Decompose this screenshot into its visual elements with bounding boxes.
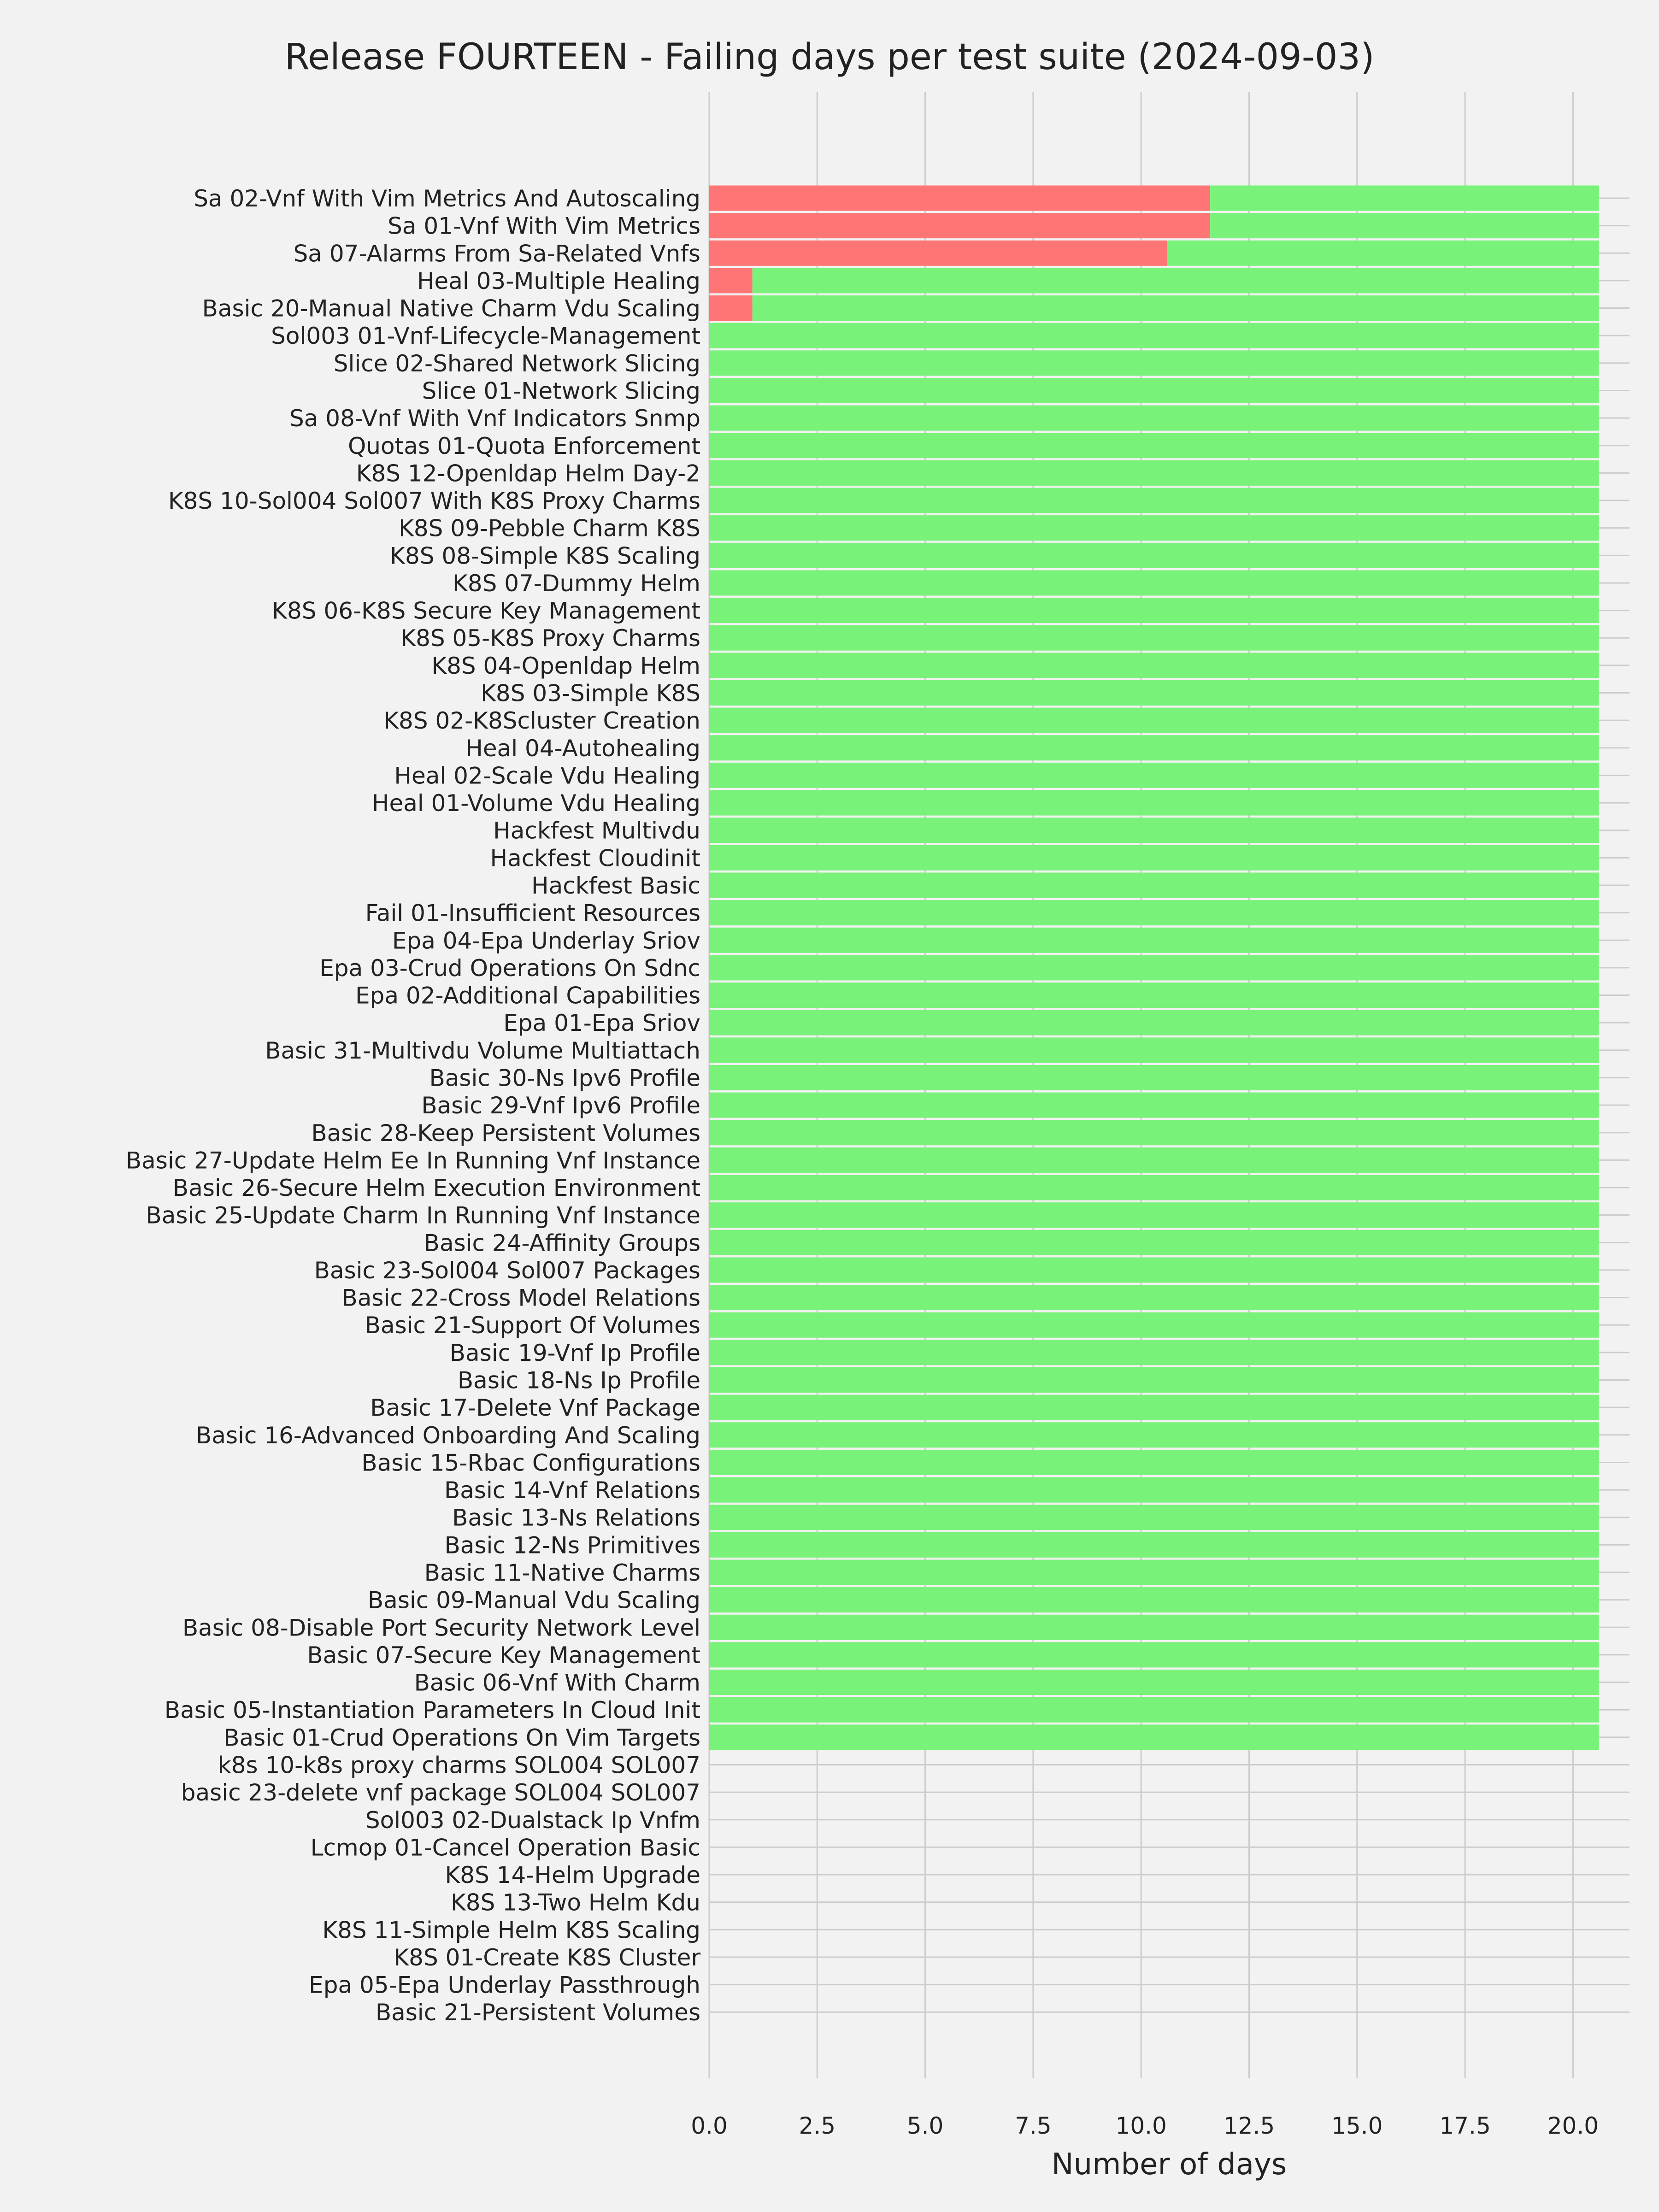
bar-passing <box>709 1422 1599 1447</box>
y-tick-label: Basic 17-Delete Vnf Package <box>370 1394 700 1422</box>
y-tick-label: Basic 20-Manual Native Charm Vdu Scaling <box>202 295 700 322</box>
bar-passing <box>709 1560 1599 1585</box>
y-tick-label: Lcmop 01-Cancel Operation Basic <box>310 1834 700 1861</box>
chart-title: Release FOURTEEN - Failing days per test suite (2024-09-03) <box>284 36 1375 78</box>
y-tick-label: Epa 02-Additional Capabilities <box>355 982 700 1009</box>
y-tick-label: Basic 27-Update Helm Ee In Running Vnf Instance <box>125 1147 700 1174</box>
y-tick-label: Sa 07-Alarms From Sa-Related Vnfs <box>293 240 700 267</box>
y-tick-label: Epa 03-Crud Operations On Sdnc <box>319 954 700 982</box>
y-tick-label: Heal 02-Scale Vdu Healing <box>394 762 700 789</box>
bar-passing <box>709 955 1599 980</box>
y-tick-label: Basic 12-Ns Primitives <box>444 1532 700 1559</box>
y-tick-label: Basic 05-Instantiation Parameters In Cloud Init <box>164 1697 700 1724</box>
bar-failing <box>709 213 1210 238</box>
bar-passing <box>709 873 1599 898</box>
y-tick-label: Basic 26-Secure Helm Execution Environment <box>172 1175 700 1202</box>
x-tick-label: 15.0 <box>1331 2112 1383 2139</box>
y-tick-label: Sol003 01-Vnf-Lifecycle-Management <box>271 323 700 350</box>
y-tick-label: Basic 07-Secure Key Management <box>307 1641 700 1669</box>
bars <box>709 186 1599 1750</box>
y-tick-label: K8S 07-Dummy Helm <box>453 570 700 597</box>
y-tick-label: Basic 15-Rbac Configurations <box>361 1449 700 1477</box>
bar-passing <box>709 900 1599 925</box>
bar-passing <box>709 1010 1599 1035</box>
y-tick-label: Basic 23-Sol004 Sol007 Packages <box>314 1257 700 1284</box>
y-tick-label: Sa 01-Vnf With Vim Metrics <box>388 212 700 240</box>
bar-passing <box>709 350 1599 376</box>
bar-passing <box>709 488 1599 513</box>
y-tick-label: Basic 21-Support Of Volumes <box>365 1312 700 1339</box>
x-tick-label: 0.0 <box>691 2112 728 2139</box>
y-tick-label: k8s 10-k8s proxy charms SOL004 SOL007 <box>218 1752 700 1779</box>
y-tick-label: Fail 01-Insufficient Resources <box>365 900 700 927</box>
bar-passing <box>709 735 1599 760</box>
y-tick-label: Epa 04-Epa Underlay Sriov <box>392 927 700 954</box>
bar-passing <box>709 1120 1599 1145</box>
bar-passing <box>753 295 1599 321</box>
x-tick-labels <box>691 2112 1599 2139</box>
y-tick-label: Basic 22-Cross Model Relations <box>341 1284 700 1312</box>
y-tick-label: Epa 05-Epa Underlay Passthrough <box>309 1971 700 1999</box>
bar-passing <box>709 406 1599 431</box>
y-tick-label: Basic 01-Crud Operations On Vim Targets <box>224 1724 700 1751</box>
y-tick-label: K8S 02-K8Scluster Creation <box>383 707 700 735</box>
y-tick-label: Basic 30-Ns Ipv6 Profile <box>429 1065 700 1092</box>
bar-passing <box>709 1367 1599 1393</box>
y-tick-label: basic 23-delete vnf package SOL004 SOL007 <box>181 1779 700 1806</box>
bar-passing <box>709 1532 1599 1558</box>
bar-failing <box>709 268 753 293</box>
y-tick-label: K8S 04-Openldap Helm <box>431 652 700 679</box>
bar-passing <box>709 1587 1599 1612</box>
y-tick-label: Heal 03-Multiple Healing <box>417 267 700 294</box>
bar-failing <box>709 295 753 321</box>
bar-passing <box>709 543 1599 568</box>
y-tick-label: K8S 08-Simple K8S Scaling <box>390 542 700 570</box>
bar-failing <box>709 241 1167 266</box>
bar-passing <box>709 818 1599 843</box>
y-tick-label: Basic 08-Disable Port Security Network Level <box>182 1614 700 1641</box>
bar-passing <box>709 570 1599 595</box>
bar-passing <box>709 982 1599 1008</box>
bar-passing <box>709 1615 1599 1640</box>
y-tick-label: Epa 01-Epa Sriov <box>503 1010 700 1037</box>
y-tick-label: Basic 24-Affinity Groups <box>424 1230 700 1257</box>
y-tick-label: K8S 12-Openldap Helm Day-2 <box>356 460 700 487</box>
y-tick-label: Slice 02-Shared Network Slicing <box>333 350 700 377</box>
bar-passing <box>709 378 1599 403</box>
y-tick-label: K8S 14-Helm Upgrade <box>445 1862 700 1889</box>
y-tick-label: Sa 08-Vnf With Vnf Indicators Snmp <box>289 405 700 432</box>
y-tick-label: K8S 11-Simple Helm K8S Scaling <box>322 1917 700 1944</box>
bar-passing <box>709 1642 1599 1667</box>
bar-passing <box>709 1724 1599 1750</box>
bar-passing <box>709 598 1599 623</box>
y-tick-label: Heal 04-Autohealing <box>465 735 700 762</box>
bar-passing <box>709 1093 1599 1118</box>
y-tick-label: Basic 18-Ns Ip Profile <box>457 1367 700 1394</box>
x-tick-label: 12.5 <box>1223 2112 1275 2139</box>
y-tick-label: Heal 01-Volume Vdu Healing <box>371 790 700 817</box>
bar-passing <box>1210 186 1599 211</box>
y-tick-label: Hackfest Cloudinit <box>490 845 700 872</box>
y-tick-label: Basic 31-Multivdu Volume Multiattach <box>265 1037 700 1064</box>
x-tick-label: 5.0 <box>906 2112 944 2139</box>
y-tick-label: K8S 05-K8S Proxy Charms <box>400 625 700 652</box>
y-tick-label: Slice 01-Network Slicing <box>422 377 700 405</box>
y-tick-label: K8S 06-K8S Secure Key Management <box>272 597 700 624</box>
bar-passing <box>709 1395 1599 1420</box>
y-tick-label: Sol003 02-Dualstack Ip Vnfm <box>365 1806 700 1834</box>
y-tick-label: Hackfest Basic <box>531 872 700 899</box>
bar-passing <box>709 1202 1599 1228</box>
x-tick-label: 20.0 <box>1547 2112 1599 2139</box>
bar-passing <box>709 460 1599 486</box>
y-tick-label: K8S 09-Pebble Charm K8S <box>399 515 700 542</box>
y-tick-label: Basic 28-Keep Persistent Volumes <box>311 1119 700 1147</box>
y-tick-label: Basic 11-Native Charms <box>424 1559 700 1586</box>
y-tick-label: Basic 19-Vnf Ip Profile <box>449 1339 700 1366</box>
bar-passing <box>709 653 1599 678</box>
x-tick-label: 10.0 <box>1115 2112 1167 2139</box>
bar-passing <box>709 1505 1599 1530</box>
bar-passing <box>709 323 1599 348</box>
bar-passing <box>709 1450 1599 1475</box>
bar-failing <box>709 186 1210 211</box>
bar-passing <box>1167 241 1599 266</box>
bar-passing <box>709 1670 1599 1695</box>
y-tick-label: Basic 13-Ns Relations <box>452 1504 700 1531</box>
y-tick-label: Basic 29-Vnf Ipv6 Profile <box>421 1092 700 1119</box>
y-tick-label: K8S 01-Create K8S Cluster <box>394 1944 700 1971</box>
bar-passing <box>709 1477 1599 1503</box>
bar-passing <box>709 1697 1599 1723</box>
bar-passing <box>709 1037 1599 1063</box>
bar-passing <box>709 1175 1599 1200</box>
y-tick-label: Sa 02-Vnf With Vim Metrics And Autoscaling <box>194 185 700 212</box>
bar-passing <box>1210 213 1599 238</box>
y-tick-label: Basic 09-Manual Vdu Scaling <box>367 1587 700 1614</box>
y-tick-label: Quotas 01-Quota Enforcement <box>347 432 700 459</box>
x-axis-label: Number of days <box>1051 2147 1287 2182</box>
bar-passing <box>709 1147 1599 1173</box>
x-tick-label: 17.5 <box>1439 2112 1491 2139</box>
bar-passing <box>709 845 1599 871</box>
y-tick-label: Basic 14-Vnf Relations <box>444 1477 700 1504</box>
bar-passing <box>709 1065 1599 1090</box>
bar-passing <box>709 1285 1599 1310</box>
y-tick-label: Basic 25-Update Charm In Running Vnf Instance <box>146 1202 700 1229</box>
bar-passing <box>709 763 1599 788</box>
y-tick-label: Basic 06-Vnf With Charm <box>414 1669 700 1696</box>
bar-passing <box>709 928 1599 953</box>
bar-passing <box>709 1312 1599 1338</box>
y-tick-label: Hackfest Multivdu <box>493 817 700 844</box>
x-tick-label: 7.5 <box>1015 2112 1052 2139</box>
bar-passing <box>709 790 1599 816</box>
bar-passing <box>709 625 1599 651</box>
bar-passing <box>753 268 1599 293</box>
bar-passing <box>709 515 1599 541</box>
bar-passing <box>709 1230 1599 1255</box>
y-tick-label: K8S 10-Sol004 Sol007 With K8S Proxy Charms <box>168 488 700 515</box>
bar-passing <box>709 433 1599 458</box>
y-tick-label: Basic 16-Advanced Onboarding And Scaling <box>196 1422 700 1449</box>
y-tick-label: Basic 21-Persistent Volumes <box>375 1999 700 2026</box>
bar-passing <box>709 1340 1599 1365</box>
bar-passing <box>709 708 1599 733</box>
x-tick-label: 2.5 <box>799 2112 836 2139</box>
y-tick-label: K8S 03-Simple K8S <box>481 680 700 707</box>
bar-passing <box>709 680 1599 706</box>
y-tick-label: K8S 13-Two Helm Kdu <box>450 1889 700 1916</box>
bar-passing <box>709 1257 1599 1282</box>
